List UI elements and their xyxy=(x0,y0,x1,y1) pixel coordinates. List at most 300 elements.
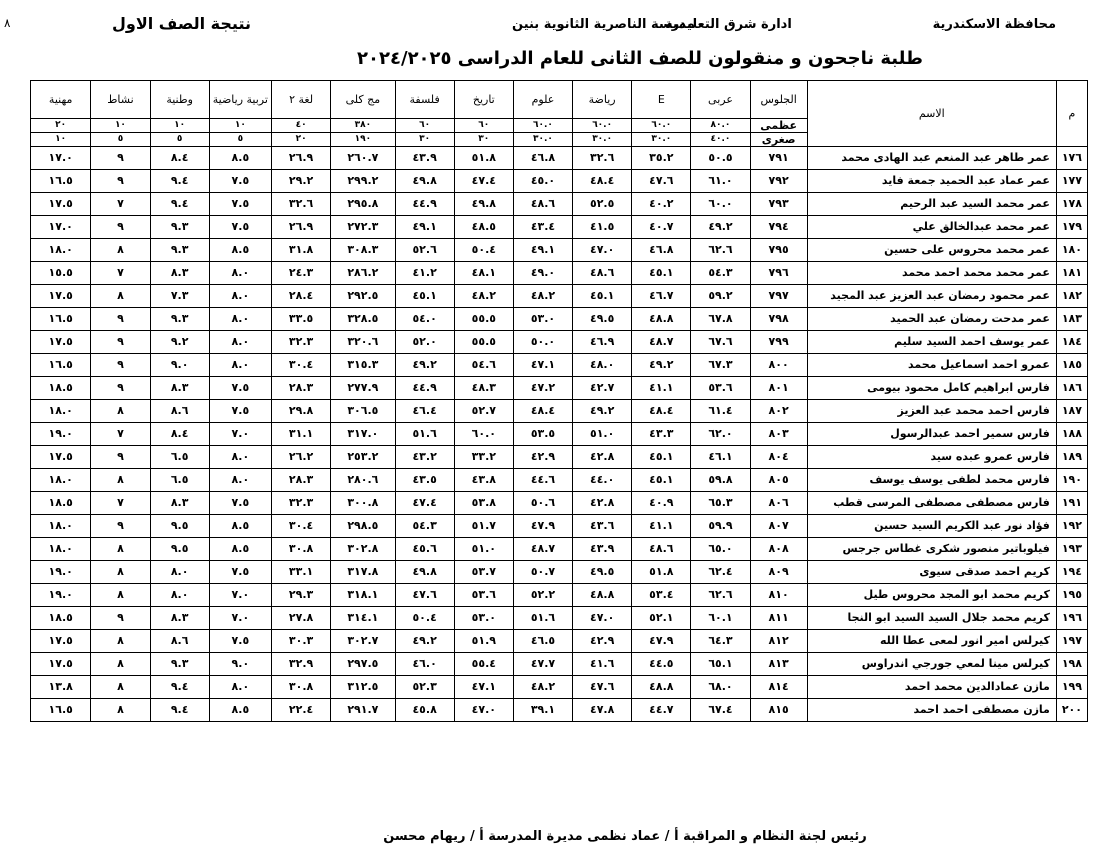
table-cell: ٧٩١ xyxy=(750,147,807,170)
table-cell: ٤٧.٠ xyxy=(454,699,513,722)
table-cell: ١٨.٥ xyxy=(31,377,91,400)
table-cell: ٤٥.٨ xyxy=(395,699,454,722)
table-cell: ٢٩.٣ xyxy=(272,584,331,607)
table-cell: ٤٨.٦ xyxy=(513,193,572,216)
min-mark: ٤٠.٠ xyxy=(691,133,750,147)
table-cell: ٧٩٤ xyxy=(750,216,807,239)
student-name: فؤاد نور عبد الكريم السيد حسين xyxy=(807,515,1056,538)
table-cell: ٤٢.٩ xyxy=(573,630,632,653)
table-cell: ٤٨.٠ xyxy=(573,354,632,377)
table-cell: ٦٤.٣ xyxy=(691,630,750,653)
table-cell: ٥١.٠ xyxy=(573,423,632,446)
table-cell: ٥٢.٣ xyxy=(395,676,454,699)
table-cell: ٣١٤.١ xyxy=(331,607,395,630)
table-cell: ٤٩.٢ xyxy=(395,630,454,653)
table-cell: ٩.٥ xyxy=(150,515,209,538)
table-cell: ٥٩.٨ xyxy=(691,469,750,492)
table-cell: ٤٩.٢ xyxy=(632,354,691,377)
table-cell: ٨ xyxy=(91,561,150,584)
table-row xyxy=(31,285,1088,308)
table-cell: ٥١.٦ xyxy=(513,607,572,630)
table-cell: ٤٤.٩ xyxy=(395,377,454,400)
table-cell: ٤٩.٠ xyxy=(513,262,572,285)
table-cell: ٣٢.٣ xyxy=(272,492,331,515)
row-number: ١٨٧ xyxy=(1056,400,1087,423)
table-cell: ٤٩.١ xyxy=(513,239,572,262)
table-cell: ١٧.٥ xyxy=(31,331,91,354)
table-cell: ٤٨.٧ xyxy=(513,538,572,561)
page-title: طلبة ناجحون و منقولون للصف الثانى للعام الدراسى ٢٠٢٤/٢٠٢٥ xyxy=(357,48,923,69)
table-cell: ٣٠.٤ xyxy=(272,354,331,377)
table-cell: ٢٧٢.٣ xyxy=(331,216,395,239)
table-cell: ٤٧.٦ xyxy=(573,676,632,699)
table-cell: ٨٠٤ xyxy=(750,446,807,469)
table-cell: ٥٣.٧ xyxy=(454,561,513,584)
student-name: كريم محمد جلال السيد السيد ابو النجا xyxy=(807,607,1056,630)
table-row xyxy=(31,377,1088,400)
table-cell: ٧ xyxy=(91,492,150,515)
table-cell: ٨٠٩ xyxy=(750,561,807,584)
table-cell: ٩ xyxy=(91,170,150,193)
table-cell: ٣٠.٣ xyxy=(272,630,331,653)
table-cell: ٧.٥ xyxy=(209,193,271,216)
table-cell: ٧٩٦ xyxy=(750,262,807,285)
table-cell: ٤٩.٥ xyxy=(573,308,632,331)
table-cell: ٥٤.٣ xyxy=(395,515,454,538)
table-cell: ٨.٦ xyxy=(150,400,209,423)
table-cell: ٩ xyxy=(91,515,150,538)
table-cell: ٨ xyxy=(91,239,150,262)
signatures: رئيس لجنة النظام و المراقبة أ / عماد نظمى مديرة المدرسة أ / ريهام محسن xyxy=(383,829,867,844)
table-cell: ٢٦٠.٧ xyxy=(331,147,395,170)
table-cell: ٤٦.٧ xyxy=(632,285,691,308)
table-cell: ٢٨.٤ xyxy=(272,285,331,308)
table-cell: ٣١٧.٨ xyxy=(331,561,395,584)
min-mark: ٣٠.٠ xyxy=(573,133,632,147)
student-name: عمر عماد عبد الحميد جمعة فايد xyxy=(807,170,1056,193)
col-history: تاريخ xyxy=(454,81,513,119)
table-cell: ٣٢.٣ xyxy=(272,331,331,354)
row-number: ١٩٣ xyxy=(1056,538,1087,561)
table-cell: ٣٠.٨ xyxy=(272,538,331,561)
table-cell: ١٨.٠ xyxy=(31,400,91,423)
table-row xyxy=(31,584,1088,607)
table-row xyxy=(31,170,1088,193)
table-cell: ٣٩.١ xyxy=(513,699,572,722)
table-cell: ٥٤.٣ xyxy=(691,262,750,285)
results-table xyxy=(30,80,1088,722)
table-cell: ٥٠.٤ xyxy=(454,239,513,262)
col-national: وطنية xyxy=(150,81,209,119)
table-row xyxy=(31,446,1088,469)
table-cell: ٨.٠ xyxy=(209,469,271,492)
table-cell: ٩ xyxy=(91,377,150,400)
table-cell: ٦٠.١ xyxy=(691,607,750,630)
table-cell: ٦٥.١ xyxy=(691,653,750,676)
table-cell: ٩.٤ xyxy=(150,193,209,216)
table-cell: ٤٧.٠ xyxy=(573,607,632,630)
table-cell: ٤٨.٨ xyxy=(632,676,691,699)
table-row xyxy=(31,630,1088,653)
table-row xyxy=(31,492,1088,515)
table-cell: ٢٩٧.٥ xyxy=(331,653,395,676)
table-cell: ٤٧.٦ xyxy=(632,170,691,193)
table-cell: ٦٢.٦ xyxy=(691,584,750,607)
table-cell: ٨٠٠ xyxy=(750,354,807,377)
row-number: ١٨١ xyxy=(1056,262,1087,285)
table-cell: ٣٣.٢ xyxy=(454,446,513,469)
table-cell: ٤٣.٥ xyxy=(395,469,454,492)
label-great: عظمى xyxy=(750,119,807,133)
table-cell: ٢٩٩.٢ xyxy=(331,170,395,193)
table-cell: ٥٩.٢ xyxy=(691,285,750,308)
row-number: ١٩٦ xyxy=(1056,607,1087,630)
table-row xyxy=(31,653,1088,676)
max-mark: ٦٠.٠ xyxy=(513,119,572,133)
table-cell: ٨.٠ xyxy=(209,676,271,699)
table-cell: ٧ xyxy=(91,193,150,216)
max-mark: ٤٠ xyxy=(272,119,331,133)
table-cell: ٨ xyxy=(91,653,150,676)
max-mark: ٣٨٠ xyxy=(331,119,395,133)
table-cell: ١٩.٠ xyxy=(31,423,91,446)
table-row xyxy=(31,469,1088,492)
table-cell: ٥٢.٢ xyxy=(513,584,572,607)
table-cell: ٤٥.١ xyxy=(632,262,691,285)
table-cell: ٣٠.٤ xyxy=(272,515,331,538)
row-number: ١٩١ xyxy=(1056,492,1087,515)
table-cell: ٤٦.٤ xyxy=(395,400,454,423)
row-number: ١٩٤ xyxy=(1056,561,1087,584)
table-cell: ٥٣.٠ xyxy=(454,607,513,630)
table-cell: ٤٨.٣ xyxy=(454,377,513,400)
table-cell: ٧.٥ xyxy=(209,400,271,423)
student-name: عمرو احمد اسماعيل محمد xyxy=(807,354,1056,377)
table-cell: ٥٩.٩ xyxy=(691,515,750,538)
table-cell: ٣٠٢.٨ xyxy=(331,538,395,561)
table-cell: ٩.٣ xyxy=(150,308,209,331)
table-cell: ٤٥.٦ xyxy=(395,538,454,561)
table-cell: ٨٠٣ xyxy=(750,423,807,446)
col-english: E xyxy=(632,81,691,119)
table-cell: ١٩.٠ xyxy=(31,561,91,584)
table-cell: ١٥.٥ xyxy=(31,262,91,285)
table-cell: ٤٤.٠ xyxy=(573,469,632,492)
table-cell: ٥٢.٧ xyxy=(454,400,513,423)
table-cell: ٤٣.٢ xyxy=(395,446,454,469)
col-lang2: لغة ٢ xyxy=(272,81,331,119)
table-cell: ٨ xyxy=(91,400,150,423)
table-cell: ٥٣.٦ xyxy=(454,584,513,607)
table-cell: ٦١.٠ xyxy=(691,170,750,193)
table-cell: ٢٩.٨ xyxy=(272,400,331,423)
student-name: عمر يوسف احمد السيد سليم xyxy=(807,331,1056,354)
table-cell: ٦٥.٣ xyxy=(691,492,750,515)
student-name: مازن عمادالدين محمد احمد xyxy=(807,676,1056,699)
row-number: ١٨٦ xyxy=(1056,377,1087,400)
student-name: عمر محمد عبدالخالق علي xyxy=(807,216,1056,239)
table-cell: ١٨.٥ xyxy=(31,492,91,515)
table-cell: ٤٩.٥ xyxy=(573,561,632,584)
table-cell: ٤١.٢ xyxy=(395,262,454,285)
table-cell: ٢٧.٨ xyxy=(272,607,331,630)
student-name: كيرلس امير انور لمعى عطا الله xyxy=(807,630,1056,653)
table-cell: ٩.٠ xyxy=(150,354,209,377)
student-name: عمر مدحت رمضان عبد الحميد xyxy=(807,308,1056,331)
row-number: ٢٠٠ xyxy=(1056,699,1087,722)
governorate-name: محافظة الاسكندرية xyxy=(932,17,1056,32)
table-cell: ٦.٥ xyxy=(150,446,209,469)
table-cell: ١٧.٥ xyxy=(31,285,91,308)
table-cell: ٤٠.٩ xyxy=(632,492,691,515)
administration-name: ادارة شرق التعليمية xyxy=(665,17,792,32)
table-cell: ٣٠٨.٣ xyxy=(331,239,395,262)
table-cell: ٥٢.٦ xyxy=(395,239,454,262)
max-mark: ٦٠.٠ xyxy=(573,119,632,133)
row-number: ١٨٣ xyxy=(1056,308,1087,331)
table-cell: ٥٢.٠ xyxy=(395,331,454,354)
table-cell: ٤٩.٢ xyxy=(691,216,750,239)
table-cell: ٦٢.٦ xyxy=(691,239,750,262)
table-cell: ٩ xyxy=(91,354,150,377)
table-cell: ٤٢.٨ xyxy=(573,446,632,469)
table-cell: ١٨.٠ xyxy=(31,538,91,561)
row-number: ١٩٧ xyxy=(1056,630,1087,653)
student-name: فارس مصطفى مصطفى المرسى قطب xyxy=(807,492,1056,515)
col-math: رياضة xyxy=(573,81,632,119)
min-mark: ٥ xyxy=(91,133,150,147)
table-cell: ٦٧.٤ xyxy=(691,699,750,722)
table-cell: ٦٧.٦ xyxy=(691,331,750,354)
table-cell: ١٦.٥ xyxy=(31,699,91,722)
table-row xyxy=(31,262,1088,285)
table-cell: ٥٠.٥ xyxy=(691,147,750,170)
table-cell: ٤٧.٩ xyxy=(513,515,572,538)
table-cell: ٨ xyxy=(91,676,150,699)
table-cell: ٨٠٥ xyxy=(750,469,807,492)
table-row xyxy=(31,699,1088,722)
table-cell: ٨.٠ xyxy=(209,331,271,354)
min-mark: ٥ xyxy=(209,133,271,147)
table-cell: ٩.٤ xyxy=(150,170,209,193)
table-cell: ٣٣.١ xyxy=(272,561,331,584)
table-cell: ٨.٣ xyxy=(150,607,209,630)
table-cell: ٣١٧.٠ xyxy=(331,423,395,446)
table-cell: ٤٨.٨ xyxy=(632,308,691,331)
row-number: ١٩٠ xyxy=(1056,469,1087,492)
page-number: ٨ xyxy=(4,16,11,30)
table-cell: ١٨.٠ xyxy=(31,469,91,492)
student-name: عمر محمد محمد احمد محمد xyxy=(807,262,1056,285)
table-cell: ٤٥.٠ xyxy=(513,170,572,193)
table-cell: ٨.٣ xyxy=(150,377,209,400)
table-cell: ٥١.٧ xyxy=(454,515,513,538)
table-cell: ٧٩٢ xyxy=(750,170,807,193)
table-cell: ٨٠٧ xyxy=(750,515,807,538)
student-name: مازن مصطفى احمد احمد xyxy=(807,699,1056,722)
table-cell: ٤١.١ xyxy=(632,515,691,538)
table-cell: ٤٩.٨ xyxy=(395,561,454,584)
table-cell: ٧.٥ xyxy=(209,561,271,584)
table-cell: ٢٤.٣ xyxy=(272,262,331,285)
table-cell: ٧.٥ xyxy=(209,492,271,515)
table-cell: ١٨.٥ xyxy=(31,607,91,630)
table-cell: ٨١٥ xyxy=(750,699,807,722)
table-row xyxy=(31,147,1088,170)
table-cell: ٨٠٢ xyxy=(750,400,807,423)
table-cell: ٨ xyxy=(91,699,150,722)
table-cell: ٨١٤ xyxy=(750,676,807,699)
table-cell: ١٧.٠ xyxy=(31,147,91,170)
student-name: كريم احمد صدقى سيوى xyxy=(807,561,1056,584)
min-mark: ٥ xyxy=(150,133,209,147)
table-cell: ٨.٠ xyxy=(209,308,271,331)
table-cell: ٤٣.٦ xyxy=(573,515,632,538)
table-cell: ٣١٥.٣ xyxy=(331,354,395,377)
table-cell: ٤٦.٠ xyxy=(395,653,454,676)
table-cell: ٤٠.٧ xyxy=(632,216,691,239)
table-cell: ٩.٣ xyxy=(150,653,209,676)
student-name: عمر طاهر عبد المنعم عبد الهادى محمد xyxy=(807,147,1056,170)
table-cell: ٢٦.٢ xyxy=(272,446,331,469)
table-cell: ٥١.٠ xyxy=(454,538,513,561)
table-cell: ١٦.٥ xyxy=(31,170,91,193)
max-mark: ١٠ xyxy=(91,119,150,133)
table-cell: ٣٢.٦ xyxy=(272,193,331,216)
table-cell: ٨٠٦ xyxy=(750,492,807,515)
table-cell: ٨.٠ xyxy=(209,262,271,285)
table-cell: ٥١.٨ xyxy=(454,147,513,170)
table-cell: ٤٣.٨ xyxy=(454,469,513,492)
row-number: ١٨٤ xyxy=(1056,331,1087,354)
table-cell: ٢٩٨.٥ xyxy=(331,515,395,538)
table-cell: ٨.٥ xyxy=(209,538,271,561)
table-cell: ٩.٣ xyxy=(150,239,209,262)
table-cell: ٨١٢ xyxy=(750,630,807,653)
table-cell: ٨٠١ xyxy=(750,377,807,400)
min-mark: ٢٠ xyxy=(272,133,331,147)
table-cell: ٣٣.٥ xyxy=(272,308,331,331)
table-cell: ٤٦.١ xyxy=(691,446,750,469)
table-cell: ٣٥.٢ xyxy=(632,147,691,170)
table-cell: ٤٦.٥ xyxy=(513,630,572,653)
table-cell: ٥١.٩ xyxy=(454,630,513,653)
table-cell: ٩ xyxy=(91,446,150,469)
table-cell: ٥٣.٨ xyxy=(454,492,513,515)
table-cell: ٩ xyxy=(91,331,150,354)
table-cell: ٨١٣ xyxy=(750,653,807,676)
min-mark: ٣٠.٠ xyxy=(513,133,572,147)
col-philosophy: فلسفة xyxy=(395,81,454,119)
table-cell: ٤٥.١ xyxy=(395,285,454,308)
col-activity: نشاط xyxy=(91,81,150,119)
table-cell: ٤٩.٢ xyxy=(573,400,632,423)
row-number: ١٧٦ xyxy=(1056,147,1087,170)
table-cell: ٧.٣ xyxy=(150,285,209,308)
table-cell: ٤٧.٨ xyxy=(573,699,632,722)
table-cell: ٩ xyxy=(91,607,150,630)
table-cell: ٨.٤ xyxy=(150,423,209,446)
table-row xyxy=(31,676,1088,699)
table-cell: ٨.٥ xyxy=(209,699,271,722)
table-cell: ٨ xyxy=(91,285,150,308)
table-cell: ١٧.٥ xyxy=(31,653,91,676)
student-name: فارس سمير احمد عبدالرسول xyxy=(807,423,1056,446)
row-number: ١٩٩ xyxy=(1056,676,1087,699)
table-cell: ١٩.٠ xyxy=(31,584,91,607)
table-cell: ٥٣.٠ xyxy=(513,308,572,331)
table-cell: ٤٨.٤ xyxy=(632,400,691,423)
table-row xyxy=(31,331,1088,354)
table-cell: ٨.٣ xyxy=(150,262,209,285)
table-cell: ٤١.٦ xyxy=(573,653,632,676)
col-vocational: مهنية xyxy=(31,81,91,119)
table-cell: ٨ xyxy=(91,538,150,561)
col-science: علوم xyxy=(513,81,572,119)
table-cell: ٨.٠ xyxy=(209,285,271,308)
min-mark: ٣٠ xyxy=(395,133,454,147)
table-cell: ٥٥.٥ xyxy=(454,308,513,331)
table-row xyxy=(31,400,1088,423)
table-cell: ٢٦.٩ xyxy=(272,147,331,170)
table-cell: ٥٣.٥ xyxy=(513,423,572,446)
col-seat: الجلوس xyxy=(750,81,807,119)
table-cell: ٨.٠ xyxy=(150,584,209,607)
table-row xyxy=(31,193,1088,216)
table-cell: ٣١.٨ xyxy=(272,239,331,262)
max-mark: ١٠ xyxy=(209,119,271,133)
table-cell: ٧٩٣ xyxy=(750,193,807,216)
table-row xyxy=(31,515,1088,538)
min-mark: ٣٠ xyxy=(454,133,513,147)
table-cell: ٧٩٩ xyxy=(750,331,807,354)
table-cell: ٤٨.٢ xyxy=(513,285,572,308)
table-cell: ٤٧.٠ xyxy=(573,239,632,262)
table-cell: ١٧.٠ xyxy=(31,216,91,239)
table-cell: ٩ xyxy=(91,308,150,331)
row-number: ١٨٢ xyxy=(1056,285,1087,308)
table-cell: ٥٣.٦ xyxy=(691,377,750,400)
table-cell: ٤٨.٢ xyxy=(513,676,572,699)
student-name: فارس محمد لطفى يوسف يوسف xyxy=(807,469,1056,492)
table-cell: ٩.٤ xyxy=(150,699,209,722)
table-cell: ٦٧.٣ xyxy=(691,354,750,377)
table-cell: ٥٤.٠ xyxy=(395,308,454,331)
table-cell: ٧.٥ xyxy=(209,630,271,653)
table-cell: ٦٨.٠ xyxy=(691,676,750,699)
table-cell: ١٨.٠ xyxy=(31,515,91,538)
school-name: مدرسة الناصرية الثانوية بنين xyxy=(512,17,695,32)
table-cell: ٤٤.٦ xyxy=(513,469,572,492)
table-cell: ٤٥.١ xyxy=(632,446,691,469)
table-cell: ٧.٠ xyxy=(209,584,271,607)
row-number: ١٧٨ xyxy=(1056,193,1087,216)
table-cell: ٩.٠ xyxy=(209,653,271,676)
table-cell: ٤٤.٧ xyxy=(632,699,691,722)
table-cell: ٢٢.٤ xyxy=(272,699,331,722)
student-name: كيرلس مينا لمعي جورجي اندراوس xyxy=(807,653,1056,676)
table-cell: ٥١.٨ xyxy=(632,561,691,584)
table-cell: ٤٨.٥ xyxy=(454,216,513,239)
table-cell: ٨.٠ xyxy=(209,446,271,469)
row-number: ١٧٩ xyxy=(1056,216,1087,239)
min-mark: ١٩٠ xyxy=(331,133,395,147)
table-cell: ٥٥.٤ xyxy=(454,653,513,676)
table-cell: ٦٢.٠ xyxy=(691,423,750,446)
table-row xyxy=(31,538,1088,561)
col-m: م xyxy=(1056,81,1087,147)
table-cell: ٥٤.٦ xyxy=(454,354,513,377)
